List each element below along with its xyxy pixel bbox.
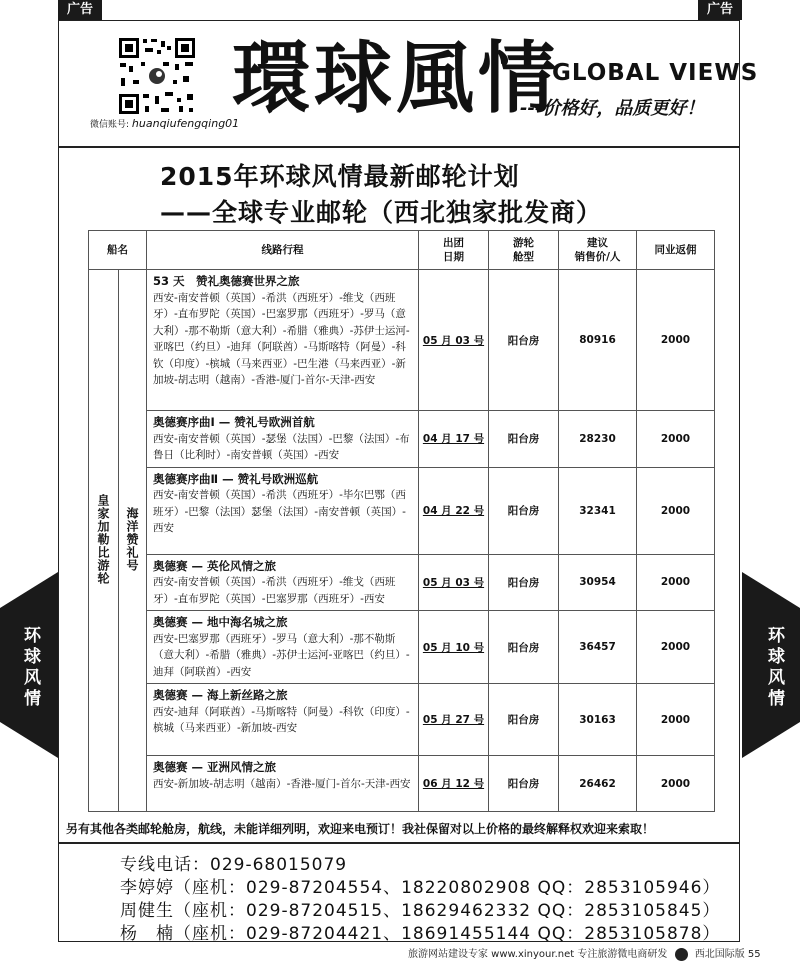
route-stops: 西安-南安普顿（英国）-瑟堡（法国）-巴黎（法国）-布鲁日（比利时）-南安普顿（英国）-西安 [153, 432, 410, 461]
contact-hotline: 专线电话：029-68015079 [120, 855, 348, 875]
price: 28230 [559, 411, 637, 468]
header-ship: 船名 [89, 231, 147, 270]
header-price [559, 231, 637, 270]
divider-bottom [58, 842, 740, 844]
table-row [89, 411, 715, 468]
commission: 2000 [637, 270, 715, 411]
commission: 2000 [637, 554, 715, 611]
contact-person: 李婷婷（座机：029-87204554、18220802908 QQ：2853105946） [120, 878, 721, 898]
table-row [89, 684, 715, 756]
route-stops: 西安-南安普顿（英国）-希洪（西班牙）-维戈（西班牙）-直布罗陀（英国）-巴塞罗那（西班牙）-罗马（意大利）-那不勒斯（意大利）-希腊（雅典）-苏伊士运河-亚喀巴（约旦）-迪拜（阿联酋）-马斯喀特（阿曼）-科钦（印度）-槟城（马来西亚）-巴生港（马来西亚）-新加坡-胡志明（越南）-香港-厦门-首尔-天津-西安 [153, 291, 410, 386]
route-cell [147, 756, 419, 812]
commission: 2000 [637, 467, 715, 554]
price: 26462 [559, 756, 637, 812]
header-cabin-top: 游轮 [513, 237, 534, 249]
header-price-bottom: 销售价/人 [574, 251, 621, 263]
route-title: 奥德赛序曲Ⅱ — 赞礼号欧洲巡航 [153, 471, 319, 486]
header-cabin [489, 231, 559, 270]
table-row [89, 467, 715, 554]
departure-date: 04 月 22 号 [422, 505, 485, 517]
wechat-id: huanqiufengqing01 [131, 117, 240, 130]
route-stops: 西安-新加坡-胡志明（越南）-香港-厦门-首尔-天津-西安 [153, 777, 411, 790]
table-header-row [89, 231, 715, 270]
brand-english: GLOBAL VIEWS [552, 60, 759, 86]
price: 30163 [559, 684, 637, 756]
route-cell [147, 467, 419, 554]
cabin-type: 阳台房 [489, 554, 559, 611]
brand-logo-text: 環球風情 [232, 33, 561, 124]
price: 80916 [559, 270, 637, 411]
footer-left: 旅游网站建设专家 www.xinyour.net 专注旅游微电商研发 [408, 949, 668, 960]
route-cell [147, 554, 419, 611]
ad-label-right: 广告 [698, 0, 742, 20]
header-date-top: 出团 [443, 237, 464, 249]
price: 30954 [559, 554, 637, 611]
cabin-type: 阳台房 [489, 611, 559, 684]
side-tab-left [0, 572, 58, 758]
cruise-line-name: 皇家加勒比游轮 [96, 493, 110, 585]
qr-code-icon [117, 36, 197, 116]
commission: 2000 [637, 756, 715, 812]
departure-date: 04 月 17 号 [422, 433, 485, 446]
cruise-line-cell [89, 270, 119, 812]
header-date-bottom: 日期 [443, 251, 464, 263]
side-tab-right [742, 572, 800, 758]
cabin-type: 阳台房 [489, 411, 559, 468]
route-cell [147, 611, 419, 684]
route-title: 53 天 赞礼奥德赛世界之旅 [153, 274, 300, 288]
header-commission: 同业返佣 [637, 231, 715, 270]
route-cell [147, 684, 419, 756]
cabin-type: 阳台房 [489, 684, 559, 756]
wechat-label: 微信账号: [90, 120, 130, 130]
departure-date: 06 月 12 号 [422, 778, 485, 790]
route-title: 奥德赛 — 英伦风情之旅 [153, 558, 277, 573]
header-price-top: 建议 [587, 237, 608, 249]
header-date [419, 231, 489, 270]
table-row [89, 756, 715, 812]
footer-right: 西北国际版 55 [694, 949, 761, 960]
commission: 2000 [637, 611, 715, 684]
wechat-account [90, 117, 239, 130]
price: 32341 [559, 467, 637, 554]
commission: 2000 [637, 684, 715, 756]
page-title: 2015年环球风情最新邮轮计划 [160, 162, 520, 191]
departure-date: 05 月 03 号 [422, 576, 485, 589]
ad-label-left: 广告 [58, 0, 102, 20]
departure-date: 05 月 10 号 [422, 641, 485, 654]
header-route: 线路行程 [147, 231, 419, 270]
contact-person: 杨 楠（座机：029-87204421、18691455144 QQ：2853105878） [120, 924, 721, 944]
slogan: ---价格好，品质更好！ [520, 98, 705, 119]
cabin-type: 阳台房 [489, 270, 559, 411]
side-tab-right-label: 环球风情 [764, 626, 784, 710]
side-tab-left-label: 环球风情 [20, 626, 40, 710]
route-title: 奥德赛 — 亚洲风情之旅 [153, 760, 277, 774]
cabin-type: 阳台房 [489, 467, 559, 554]
footer-badge-icon [675, 948, 688, 961]
table-row [89, 554, 715, 611]
page-subtitle: ——全球专业邮轮（西北独家批发商） [160, 198, 603, 227]
commission: 2000 [637, 411, 715, 468]
divider-top [58, 146, 740, 148]
ship-name-cell [119, 270, 147, 812]
route-title: 奥德赛 — 海上新丝路之旅 [153, 688, 288, 702]
route-title: 奥德赛序曲Ⅰ — 赞礼号欧洲首航 [153, 415, 315, 429]
table-row [89, 270, 715, 411]
cabin-type: 阳台房 [489, 756, 559, 812]
contact-person: 周健生（座机：029-87204515、18629462332 QQ：2853105845） [120, 901, 721, 921]
disclaimer-note: 另有其他各类邮轮舱房，航线，未能详细列明，欢迎来电预订！我社保留对以上价格的最终解释权欢迎来索取！ [66, 822, 655, 836]
header-cabin-bottom: 舱型 [513, 251, 534, 263]
route-stops: 西安-迪拜（阿联酋）-马斯喀特（阿曼）-科钦（印度）-槟城（马来西亚）-新加坡-西安 [153, 705, 410, 734]
route-stops: 西安-南安普顿（英国）-希洪（西班牙）-维戈（西班牙）-直布罗陀（英国）-巴塞罗那（西班牙）-西安 [153, 576, 396, 605]
route-stops: 西安-南安普顿（英国）-希洪（西班牙）-毕尔巴鄂（西班牙）-巴黎（法国）瑟堡（法国）-南安普顿（英国）-西安 [153, 489, 406, 534]
price: 36457 [559, 611, 637, 684]
table-row [89, 611, 715, 684]
route-cell [147, 411, 419, 468]
route-title: 奥德赛 — 地中海名城之旅 [153, 615, 288, 629]
departure-date: 05 月 03 号 [422, 334, 485, 347]
route-stops: 西安-巴塞罗那（西班牙）-罗马（意大利）-那不勒斯（意大利）-希腊（雅典）-苏伊士运河-亚喀巴（约旦）-迪拜（阿联酋）-西安 [153, 632, 410, 678]
ship-name: 海洋赞礼号 [125, 506, 139, 572]
footer [408, 945, 761, 961]
route-cell [147, 270, 419, 411]
departure-date: 05 月 27 号 [422, 714, 485, 726]
cruise-table [88, 230, 715, 812]
